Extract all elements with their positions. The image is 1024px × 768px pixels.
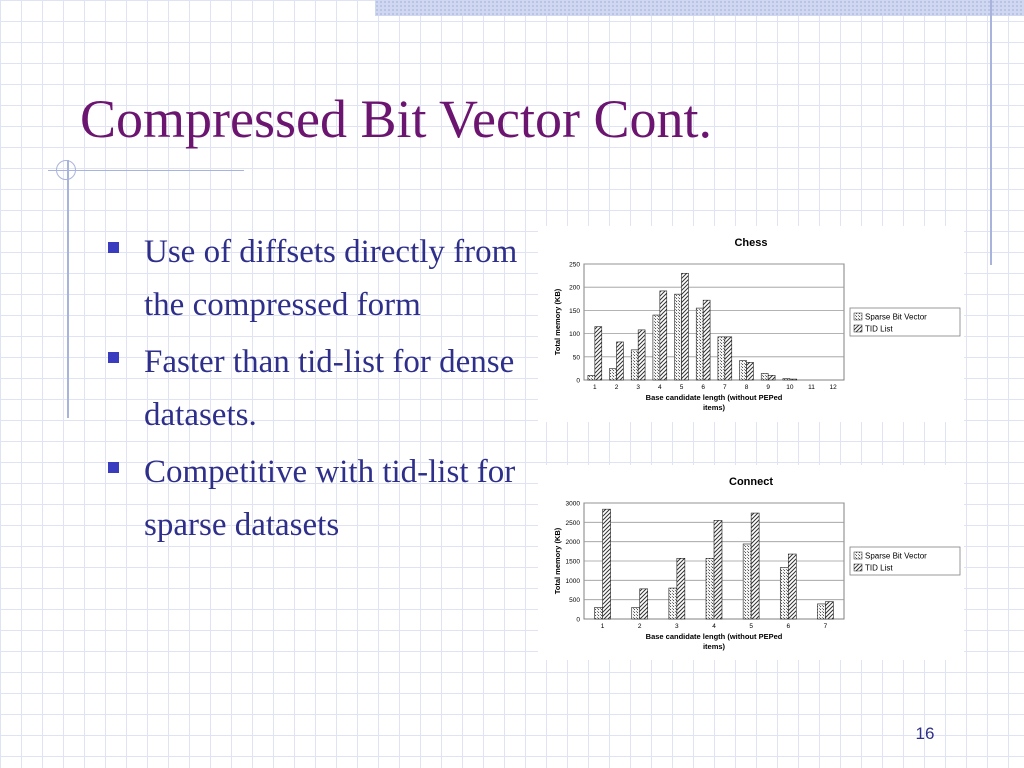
bar-sparse-bit-vector bbox=[817, 604, 825, 619]
bar-sparse-bit-vector bbox=[588, 375, 595, 380]
connect-chart-svg bbox=[538, 465, 964, 660]
slide-title: Compressed Bit Vector Cont. bbox=[80, 89, 712, 149]
x-tick-label: 6 bbox=[786, 623, 791, 630]
x-tick-label: 2 bbox=[637, 623, 642, 630]
title-underline-decoration bbox=[48, 170, 244, 171]
x-tick-label: 6 bbox=[701, 384, 705, 391]
connect-chart bbox=[538, 465, 964, 660]
y-tick-label: 1000 bbox=[565, 577, 580, 585]
bar-tid-list bbox=[703, 300, 710, 380]
x-tick-label: 12 bbox=[829, 384, 837, 391]
y-tick-label: 150 bbox=[569, 307, 580, 315]
legend-label: Sparse Bit Vector bbox=[865, 312, 927, 322]
square-bullet-icon bbox=[108, 352, 119, 363]
bullet-text: Use of diffsets directly from the compressed form bbox=[144, 234, 518, 323]
y-tick-label: 1500 bbox=[565, 558, 580, 566]
x-tick-label: 11 bbox=[808, 384, 815, 391]
chart-title: Connect bbox=[729, 476, 773, 488]
page-number: 16 bbox=[915, 724, 935, 743]
bullet-item bbox=[108, 446, 528, 552]
bar-tid-list bbox=[725, 337, 732, 380]
bar-tid-list bbox=[603, 509, 611, 619]
legend-swatch bbox=[854, 313, 862, 320]
y-tick-label: 2500 bbox=[565, 519, 580, 527]
x-axis-label-line1: Base candidate length (without PEPed bbox=[645, 393, 783, 402]
left-decorative-line bbox=[67, 160, 69, 418]
y-tick-label: 500 bbox=[569, 597, 580, 605]
legend-label: TID List bbox=[865, 324, 893, 334]
chess-chart-svg bbox=[538, 226, 964, 422]
top-decorative-band bbox=[375, 0, 1024, 16]
bar-sparse-bit-vector bbox=[780, 568, 788, 619]
x-tick-label: 8 bbox=[744, 384, 749, 391]
bar-tid-list bbox=[595, 327, 602, 380]
x-axis-label-line2: items) bbox=[702, 642, 726, 651]
y-axis-label: Total memory (KB) bbox=[553, 288, 562, 356]
legend-label: Sparse Bit Vector bbox=[865, 551, 927, 561]
chart-title: Chess bbox=[734, 237, 768, 249]
x-axis-label-line2: items) bbox=[702, 403, 726, 412]
bullet-item bbox=[108, 226, 528, 332]
square-bullet-icon bbox=[108, 462, 119, 473]
legend-label: TID List bbox=[865, 563, 893, 573]
bar-sparse-bit-vector bbox=[631, 350, 638, 380]
bar-tid-list bbox=[790, 379, 797, 380]
bar-tid-list bbox=[825, 602, 833, 619]
square-bullet-icon bbox=[108, 242, 119, 253]
y-tick-label: 50 bbox=[572, 354, 580, 362]
circle-ornament bbox=[56, 160, 76, 180]
x-tick-label: 1 bbox=[593, 384, 597, 391]
bar-sparse-bit-vector bbox=[632, 607, 640, 619]
legend-swatch bbox=[854, 564, 862, 571]
x-tick-label: 7 bbox=[823, 623, 828, 630]
bar-tid-list bbox=[788, 554, 796, 619]
right-decorative-line bbox=[990, 0, 992, 265]
y-tick-label: 100 bbox=[569, 331, 580, 339]
bar-sparse-bit-vector bbox=[610, 368, 617, 380]
bar-sparse-bit-vector bbox=[761, 374, 768, 380]
x-tick-label: 5 bbox=[679, 384, 684, 391]
bullet-text: Faster than tid-list for dense datasets. bbox=[144, 344, 515, 433]
x-tick-label: 3 bbox=[675, 623, 679, 630]
bullet-item bbox=[108, 336, 528, 442]
bar-tid-list bbox=[638, 330, 645, 380]
bar-tid-list bbox=[682, 273, 689, 380]
bar-sparse-bit-vector bbox=[653, 315, 660, 380]
bar-sparse-bit-vector bbox=[595, 607, 603, 619]
legend-swatch bbox=[854, 325, 862, 332]
bar-tid-list bbox=[640, 589, 648, 619]
x-tick-label: 9 bbox=[766, 384, 770, 391]
bar-tid-list bbox=[751, 513, 759, 619]
y-axis-label: Total memory (KB) bbox=[553, 527, 562, 595]
bullet-list bbox=[108, 226, 528, 556]
y-tick-label: 2000 bbox=[565, 539, 580, 547]
bar-tid-list bbox=[677, 558, 685, 619]
chess-chart bbox=[538, 226, 964, 422]
x-tick-label: 3 bbox=[636, 384, 640, 391]
bar-sparse-bit-vector bbox=[783, 379, 790, 380]
y-tick-label: 3000 bbox=[565, 500, 580, 508]
x-tick-label: 5 bbox=[749, 623, 753, 630]
x-tick-label: 1 bbox=[600, 623, 605, 630]
bar-tid-list bbox=[714, 520, 722, 619]
y-tick-label: 200 bbox=[569, 284, 580, 292]
y-tick-label: 0 bbox=[576, 377, 580, 385]
y-tick-label: 250 bbox=[569, 261, 580, 269]
bar-sparse-bit-vector bbox=[696, 308, 703, 380]
bar-sparse-bit-vector bbox=[718, 337, 725, 380]
legend-swatch bbox=[854, 552, 862, 559]
bar-tid-list bbox=[768, 375, 775, 380]
bar-tid-list bbox=[660, 291, 667, 380]
bar-tid-list bbox=[617, 342, 624, 380]
x-tick-label: 7 bbox=[723, 384, 727, 391]
x-axis-label-line1: Base candidate length (without PEPed bbox=[645, 632, 783, 641]
bullet-text: Competitive with tid-list for sparse datasets bbox=[144, 454, 516, 543]
bar-sparse-bit-vector bbox=[706, 558, 714, 619]
x-tick-label: 10 bbox=[786, 384, 794, 391]
bar-sparse-bit-vector bbox=[675, 294, 682, 380]
y-tick-label: 0 bbox=[576, 616, 580, 624]
x-tick-label: 4 bbox=[712, 623, 716, 630]
bar-sparse-bit-vector bbox=[740, 361, 747, 380]
x-tick-label: 4 bbox=[658, 384, 662, 391]
bar-sparse-bit-vector bbox=[743, 544, 751, 619]
x-tick-label: 2 bbox=[614, 384, 619, 391]
bar-tid-list bbox=[747, 362, 754, 380]
bar-sparse-bit-vector bbox=[669, 588, 677, 619]
